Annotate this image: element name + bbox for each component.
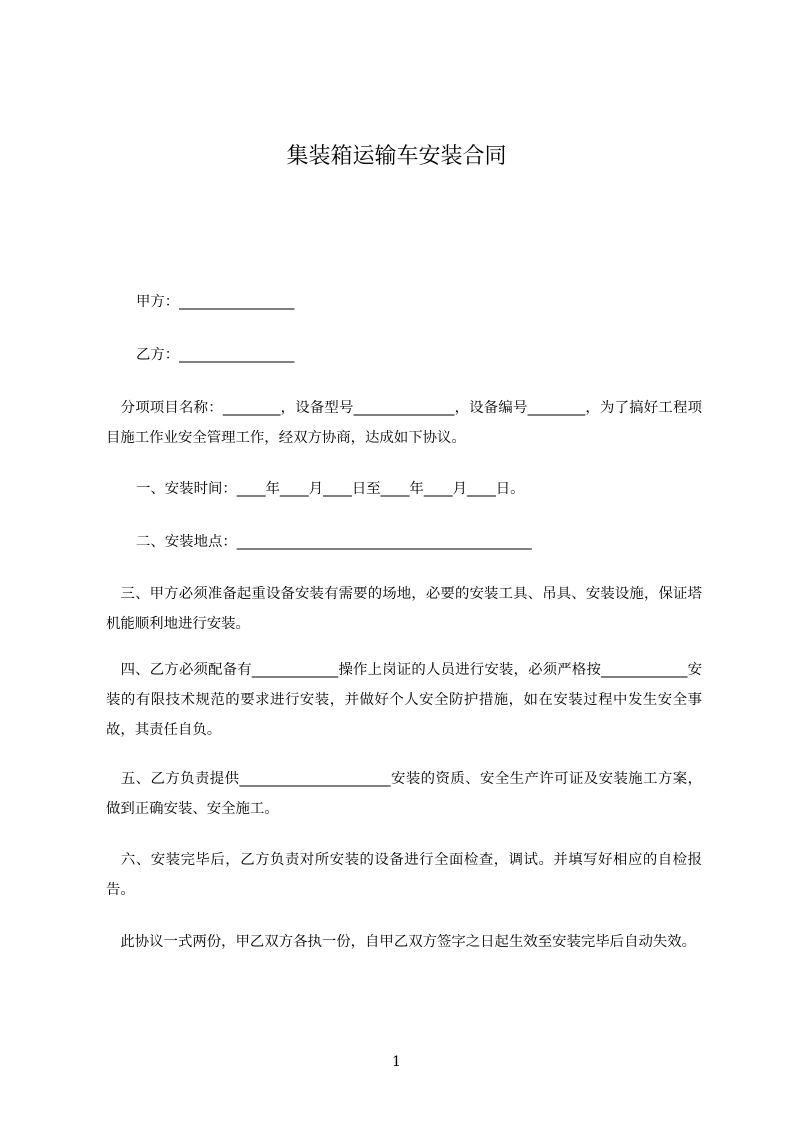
clause-inspection: 六、安装完毕后，乙方负责对所安装的设备进行全面检查，调试。并填写好相应的自检报告。 — [106, 852, 702, 898]
clause-party-a-duties: 三、甲方必须准备起重设备安装有需要的场地，必要的安装工具、吊具、安装设施，保证塔机能顺利地进行安装。 — [106, 586, 702, 632]
document-title: 集装箱运输车安装合同 — [286, 144, 507, 169]
clause-party-b-personnel: 四、乙方必须配备有____________操作上岗证的人员进行安装，必须严格按____________安装的有限技术规范的要求进行安装，并做好个人安全防护措施，如在安装过程中发生安全事故，其责任自负。 — [106, 662, 702, 738]
party-a-line: 甲方：________________ — [136, 294, 295, 310]
clause-install-time: 一、安装时间：____年____月____日至____年____月____日。 — [136, 481, 525, 497]
closing-paragraph: 此协议一式两份，甲乙双方各执一份，自甲乙双方签字之日起生效至安装完毕后自动失效。 — [106, 934, 697, 950]
clause-party-b-qualification: 五、乙方负责提供_____________________安装的资质、安全生产许可证及安装施工方案，做到正确安装、安全施工。 — [106, 771, 702, 817]
intro-paragraph: 分项项目名称：________，设备型号______________，设备编号________，为了搞好工程项目施工作业安全管理工作，经双方协商，达成如下协议。 — [106, 400, 702, 446]
clause-install-location: 二、安装地点：_________________________________________ — [136, 534, 532, 550]
party-b-line: 乙方：________________ — [136, 347, 295, 363]
page-number: 1 — [392, 1054, 401, 1070]
